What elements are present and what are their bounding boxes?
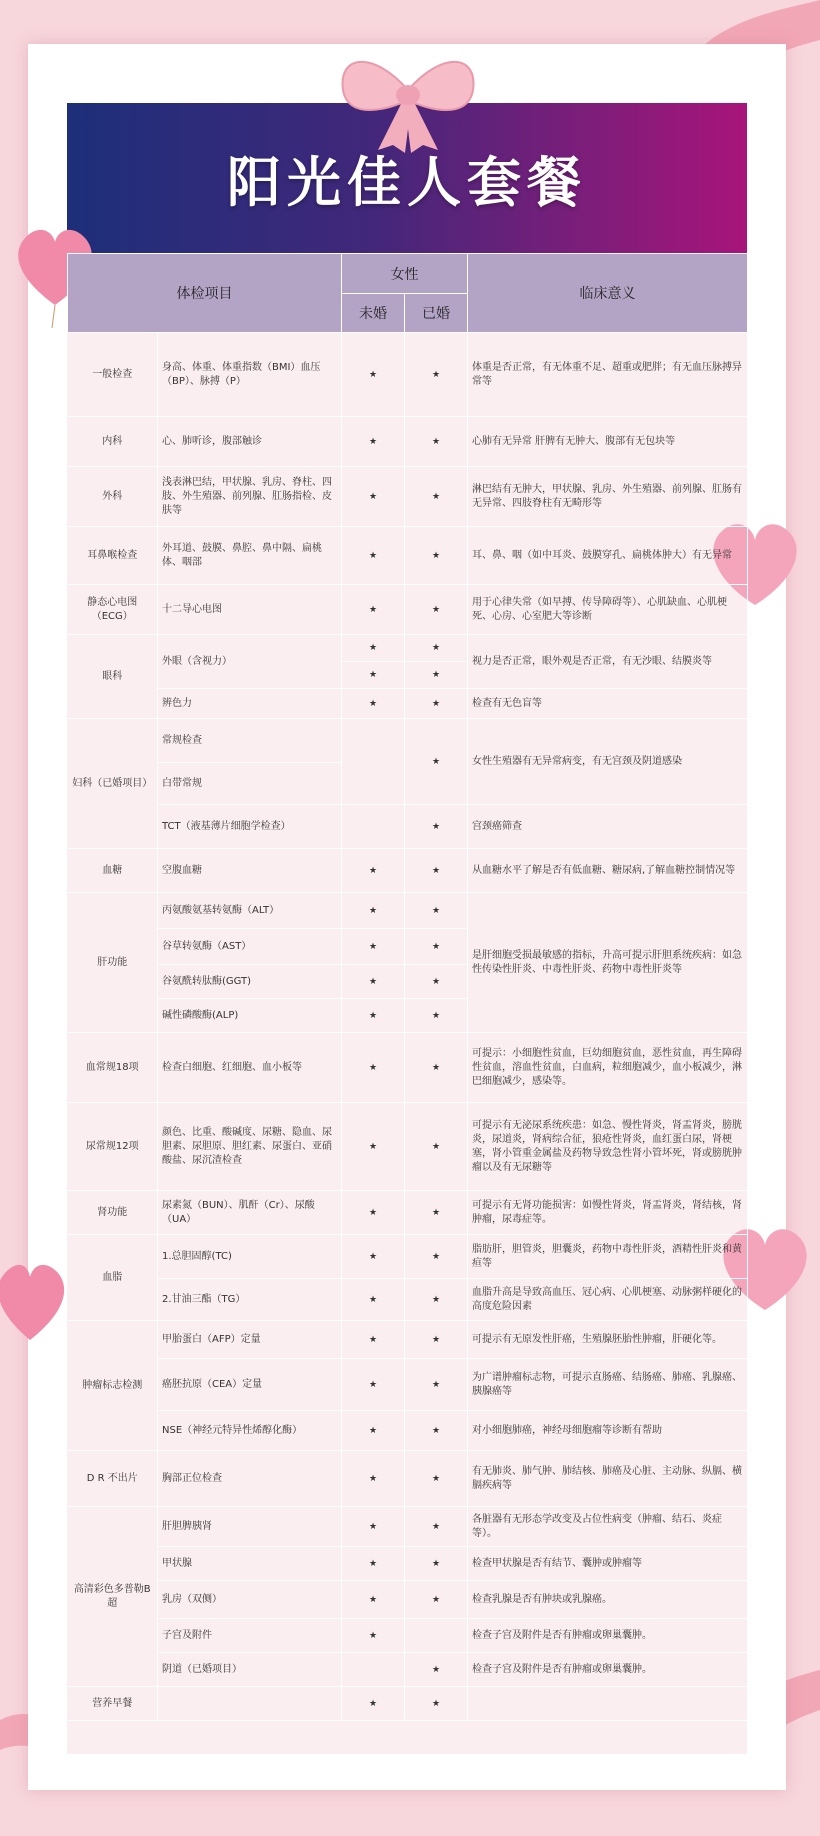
table-item: 空腹血糖 <box>158 849 342 893</box>
table-meaning: 体重是否正常，有无体重不足、超重或肥胖；有无血压脉搏异常等 <box>468 333 748 417</box>
table-meaning: 心肺有无异常 肝脾有无肿大、腹部有无包块等 <box>468 417 748 467</box>
table-meaning: 对小细胞肺癌，神经母细胞瘤等诊断有帮助 <box>468 1411 748 1451</box>
table-row <box>68 1033 748 1103</box>
married-star: ★ <box>405 1653 468 1687</box>
table-item: 甲胎蛋白（AFP）定量 <box>158 1321 342 1359</box>
unmarried-star: ★ <box>342 1451 405 1507</box>
table-category: 高清彩色多普勒B超 <box>68 1507 158 1687</box>
table-meaning: 血脂升高是导致高血压、冠心病、心肌梗塞、动脉粥样硬化的高度危险因素 <box>468 1279 748 1321</box>
table-category: 妇科（已婚项目） <box>68 719 158 849</box>
table-item: 浅表淋巴结，甲状腺、乳房、脊柱、四肢、外生殖器、前列腺、肛肠指检、皮肤等 <box>158 467 342 527</box>
married-star: ★ <box>405 662 468 689</box>
unmarried-star <box>342 719 405 805</box>
married-star: ★ <box>405 849 468 893</box>
married-star: ★ <box>405 1103 468 1191</box>
table-item: 谷草转氨酶（AST） <box>158 929 342 965</box>
table-meaning: 可提示有无泌尿系统疾患：如急、慢性肾炎，肾盂肾炎，膀胱炎，尿道炎，肾病综合征，狼疮性肾炎，血红蛋白尿，肾梗塞，肾小管重金属盐及药物导致急性肾小管坏死，肾或膀胱肿瘤以及有无尿糖等 <box>468 1103 748 1191</box>
table-row <box>68 1191 748 1235</box>
unmarried-star: ★ <box>342 1103 405 1191</box>
table-row <box>68 719 748 763</box>
table-row <box>68 1507 748 1547</box>
married-star: ★ <box>405 527 468 585</box>
table-meaning: 用于心律失常（如早搏、传导障碍等）、心肌缺血、心肌梗死、心房、心室肥大等诊断 <box>468 585 748 635</box>
table-row <box>68 527 748 585</box>
married-star: ★ <box>405 1279 468 1321</box>
table-meaning: 检查有无色盲等 <box>468 689 748 719</box>
table-item: 子宫及附件 <box>158 1619 342 1653</box>
unmarried-star: ★ <box>342 1687 405 1721</box>
unmarried-star: ★ <box>342 1507 405 1547</box>
table-row <box>68 1321 748 1359</box>
table-item: 常规检查 <box>158 719 342 763</box>
married-star: ★ <box>405 719 468 805</box>
married-star <box>405 1619 468 1653</box>
married-star: ★ <box>405 467 468 527</box>
married-star: ★ <box>405 929 468 965</box>
table-category: 血常规18项 <box>68 1033 158 1103</box>
table-row <box>68 1619 748 1653</box>
married-star: ★ <box>405 893 468 929</box>
unmarried-star: ★ <box>342 1581 405 1619</box>
unmarried-star: ★ <box>342 1033 405 1103</box>
table-row <box>68 1235 748 1279</box>
table-item: 肝胆脾胰肾 <box>158 1507 342 1547</box>
table-meaning: 视力是否正常，眼外观是否正常，有无沙眼、结膜炎等 <box>468 635 748 689</box>
unmarried-star: ★ <box>342 1359 405 1411</box>
table-row <box>68 635 748 662</box>
table-row <box>68 1451 748 1507</box>
married-star: ★ <box>405 1321 468 1359</box>
table-meaning: 耳、鼻、咽（如中耳炎、鼓膜穿孔、扁桃体肿大）有无异常 <box>468 527 748 585</box>
table-category: 肝功能 <box>68 893 158 1033</box>
table-item: 谷氨酰转肽酶(GGT) <box>158 965 342 999</box>
unmarried-star: ★ <box>342 1279 405 1321</box>
table-row <box>68 467 748 527</box>
unmarried-star: ★ <box>342 585 405 635</box>
table-row <box>68 893 748 929</box>
married-star: ★ <box>405 1191 468 1235</box>
header-married: 已婚 <box>405 294 468 333</box>
unmarried-star: ★ <box>342 1547 405 1581</box>
table-meaning: 女性生殖器有无异常病变，有无宫颈及阴道感染 <box>468 719 748 805</box>
header-gender: 女性 <box>342 254 468 294</box>
table-meaning: 检查甲状腺是否有结节、囊肿或肿瘤等 <box>468 1547 748 1581</box>
married-star: ★ <box>405 1687 468 1721</box>
table-category: 耳鼻喉检查 <box>68 527 158 585</box>
married-star: ★ <box>405 1235 468 1279</box>
table-item: 癌胚抗原（CEA）定量 <box>158 1359 342 1411</box>
table-meaning: 检查子宫及附件是否有肿瘤或卵巢囊肿。 <box>468 1653 748 1687</box>
table-category: 眼科 <box>68 635 158 719</box>
table-item: 颜色、比重、酸碱度、尿糖、隐血、尿胆素、尿胆原、胆红素、尿蛋白、亚硝酸盐、尿沉渣检查 <box>158 1103 342 1191</box>
table-item: 心、肺听诊，腹部触诊 <box>158 417 342 467</box>
table-row <box>68 689 748 719</box>
unmarried-star: ★ <box>342 467 405 527</box>
married-star: ★ <box>405 1359 468 1411</box>
unmarried-star <box>342 1653 405 1687</box>
table-meaning: 各脏器有无形态学改变及占位性病变（肿瘤、结石、炎症等）。 <box>468 1507 748 1547</box>
table-meaning: 可提示有无原发性肝癌，生殖腺胚胎性肿瘤，肝硬化等。 <box>468 1321 748 1359</box>
table-row <box>68 1547 748 1581</box>
table-category: 血脂 <box>68 1235 158 1321</box>
married-star: ★ <box>405 1451 468 1507</box>
table-meaning: 检查子宫及附件是否有肿瘤或卵巢囊肿。 <box>468 1619 748 1653</box>
page-title: 阳光佳人套餐 <box>227 150 587 214</box>
married-star: ★ <box>405 999 468 1033</box>
table-item: 胸部正位检查 <box>158 1451 342 1507</box>
table-item: 阴道（已婚项目） <box>158 1653 342 1687</box>
table-item: 外耳道、鼓膜、鼻腔、鼻中隔、扁桃体、咽部 <box>158 527 342 585</box>
table-row <box>68 849 748 893</box>
table-item: 碱性磷酸酶(ALP) <box>158 999 342 1033</box>
table-category: 肾功能 <box>68 1191 158 1235</box>
married-star: ★ <box>405 1547 468 1581</box>
table-category: D R 不出片 <box>68 1451 158 1507</box>
unmarried-star: ★ <box>342 1191 405 1235</box>
married-star: ★ <box>405 1411 468 1451</box>
table-row <box>68 1653 748 1687</box>
unmarried-star: ★ <box>342 893 405 929</box>
table-meaning: 为广谱肿瘤标志物，可提示直肠癌、结肠癌、肺癌、乳腺癌、胰腺癌等 <box>468 1359 748 1411</box>
table-row <box>68 1411 748 1451</box>
table-row <box>68 417 748 467</box>
header-item: 体检项目 <box>68 254 342 333</box>
unmarried-star: ★ <box>342 929 405 965</box>
unmarried-star: ★ <box>342 689 405 719</box>
table-meaning: 是肝细胞受损最敏感的指标，升高可提示肝胆系统疾病：如急性传染性肝炎、中毒性肝炎、药物中毒性肝炎等 <box>468 893 748 1033</box>
table-item: TCT（液基薄片细胞学检查） <box>158 805 342 849</box>
table-item: 丙氨酸氨基转氨酶（ALT） <box>158 893 342 929</box>
table-meaning <box>468 1687 748 1721</box>
table-row <box>68 1103 748 1191</box>
table-row <box>68 333 748 417</box>
married-star: ★ <box>405 965 468 999</box>
table-row <box>68 805 748 849</box>
table-meaning: 检查乳腺是否有肿块或乳腺癌。 <box>468 1581 748 1619</box>
married-star: ★ <box>405 585 468 635</box>
table-item: 十二导心电图 <box>158 585 342 635</box>
table-meaning: 可提示有无肾功能损害：如慢性肾炎，肾盂肾炎，肾结核，肾肿瘤，尿毒症等。 <box>468 1191 748 1235</box>
married-star: ★ <box>405 689 468 719</box>
unmarried-star: ★ <box>342 1321 405 1359</box>
table-category: 血糖 <box>68 849 158 893</box>
married-star: ★ <box>405 1507 468 1547</box>
unmarried-star: ★ <box>342 849 405 893</box>
unmarried-star: ★ <box>342 1411 405 1451</box>
table-category: 一般检查 <box>68 333 158 417</box>
table-category: 肿瘤标志检测 <box>68 1321 158 1451</box>
table-meaning: 宫颈癌筛查 <box>468 805 748 849</box>
table-category: 营养早餐 <box>68 1687 158 1721</box>
unmarried-star: ★ <box>342 635 405 662</box>
unmarried-star: ★ <box>342 1235 405 1279</box>
table-category: 尿常规12项 <box>68 1103 158 1191</box>
married-star: ★ <box>405 805 468 849</box>
header-unmarried: 未婚 <box>342 294 405 333</box>
bow-icon <box>333 45 483 155</box>
married-star: ★ <box>405 1033 468 1103</box>
table-item: 尿素氮（BUN）、肌酐（Cr）、尿酸（UA） <box>158 1191 342 1235</box>
unmarried-star: ★ <box>342 999 405 1033</box>
married-star: ★ <box>405 417 468 467</box>
table-item: 身高、体重、体重指数（BMI）血压（BP）、脉搏（P） <box>158 333 342 417</box>
table-item <box>158 1687 342 1721</box>
table-item: 甲状腺 <box>158 1547 342 1581</box>
unmarried-star: ★ <box>342 1619 405 1653</box>
table-row <box>68 1581 748 1619</box>
married-star: ★ <box>405 635 468 662</box>
table-category: 静态心电图（ECG） <box>68 585 158 635</box>
table-category: 外科 <box>68 467 158 527</box>
unmarried-star: ★ <box>342 965 405 999</box>
table-meaning: 可提示：小细胞性贫血，巨幼细胞贫血，恶性贫血，再生障碍性贫血，溶血性贫血，白血病，粒细胞减少，血小板减少，淋巴细胞减少，感染等。 <box>468 1033 748 1103</box>
table-meaning: 有无肺炎、肺气肿、肺结核、肺癌及心脏、主动脉、纵膈、横膈疾病等 <box>468 1451 748 1507</box>
table-item: 白带常规 <box>158 763 342 805</box>
table-row <box>68 1687 748 1721</box>
header-meaning: 临床意义 <box>468 254 748 333</box>
table-meaning: 从血糖水平了解是否有低血糖、糖尿病,了解血糖控制情况等 <box>468 849 748 893</box>
table-item: 外眼（含视力） <box>158 635 342 689</box>
unmarried-star: ★ <box>342 662 405 689</box>
table-row <box>68 1279 748 1321</box>
table-category: 内科 <box>68 417 158 467</box>
table-item: 检查白细胞、红细胞、血小板等 <box>158 1033 342 1103</box>
married-star: ★ <box>405 333 468 417</box>
unmarried-star: ★ <box>342 333 405 417</box>
checkup-table <box>67 253 748 1721</box>
table-item: 辨色力 <box>158 689 342 719</box>
unmarried-star <box>342 805 405 849</box>
table-item: 1.总胆固醇(TC) <box>158 1235 342 1279</box>
table-row <box>68 1359 748 1411</box>
table-row <box>68 585 748 635</box>
table-item: 2.甘油三酯（TG） <box>158 1279 342 1321</box>
unmarried-star: ★ <box>342 527 405 585</box>
table-item: NSE（神经元特异性烯醇化酶） <box>158 1411 342 1451</box>
table-meaning: 脂肪肝，胆管炎，胆囊炎，药物中毒性肝炎，酒精性肝炎和黄疸等 <box>468 1235 748 1279</box>
table-meaning: 淋巴结有无肿大，甲状腺、乳房、外生殖器、前列腺、肛肠有无异常、四肢脊柱有无畸形等 <box>468 467 748 527</box>
unmarried-star: ★ <box>342 417 405 467</box>
married-star: ★ <box>405 1581 468 1619</box>
table-item: 乳房（双侧） <box>158 1581 342 1619</box>
